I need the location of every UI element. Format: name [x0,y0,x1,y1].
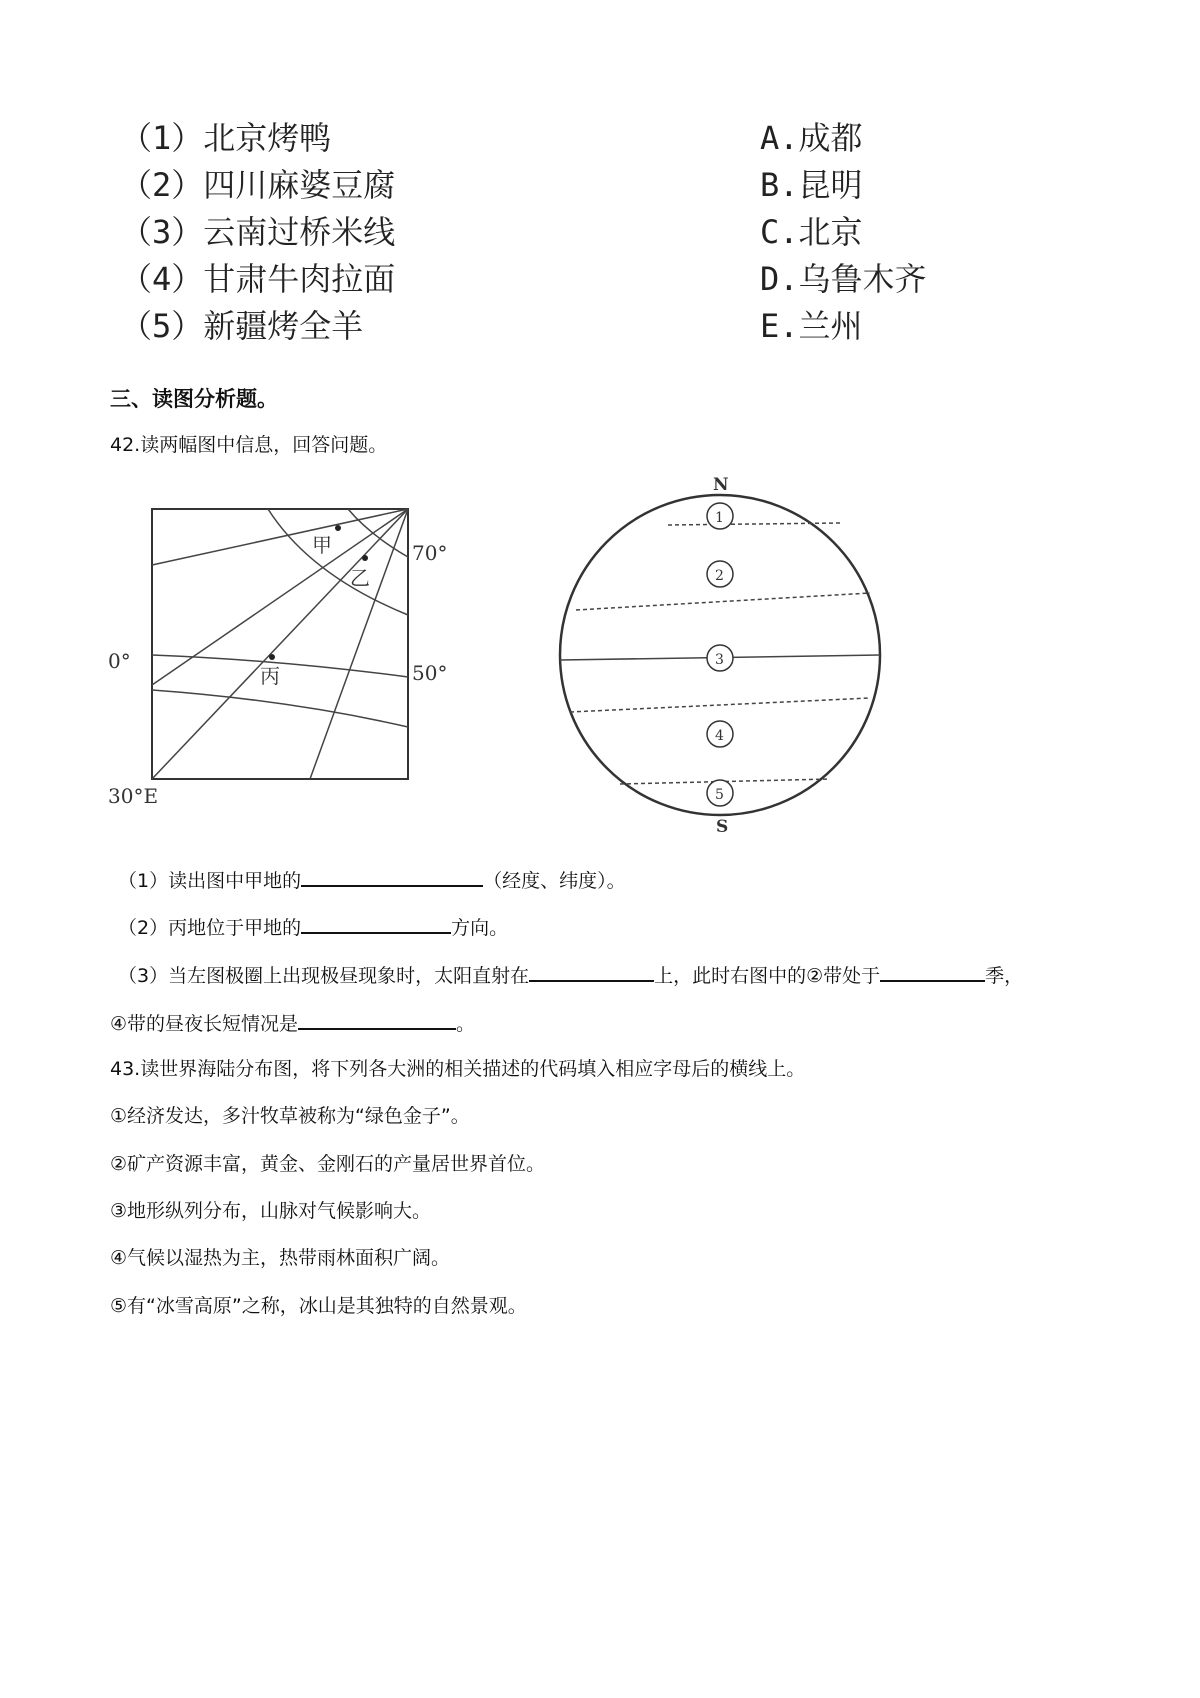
q42-sub2 [118,912,508,942]
lon-0-label: 0° [108,649,131,673]
point-yi-label: 乙 [350,566,370,590]
match-row [0,115,1200,161]
q43-item: ②矿产资源丰富，黄金、金刚石的产量居世界首位。 [110,1153,546,1175]
match-row [0,303,1200,349]
q43-item: ⑤有“冰雪高原”之称，冰山是其独特的自然景观。 [110,1295,527,1317]
match-row [0,209,1200,255]
section-title: 三、读图分析题。 [110,387,278,411]
q42-sub1-text: （1）读出图中甲地的 [118,870,302,892]
answer-blank[interactable] [298,1008,456,1030]
q43-item: ④气候以湿热为主，热带雨林面积广阔。 [110,1247,451,1269]
zone-2-label: 2 [715,568,724,584]
city-item: C.北京 [760,213,863,251]
zone-4-label: 4 [715,728,724,744]
city-item: A.成都 [760,119,863,157]
q42-sub1 [118,865,626,895]
city-item: E.兰州 [760,307,863,345]
zone-1-label: 1 [715,510,724,526]
q43-item: ③地形纵列分布，山脉对气候影响大。 [110,1200,432,1222]
q42-sub2-text: （2）丙地位于甲地的 [118,917,302,939]
dish-item: （3）云南过桥米线 [120,213,396,251]
q42-sub3-text-mid: 上，此时右图中的②带处于 [654,965,881,987]
north-label: N [713,475,729,495]
q42-sub3 [118,960,1023,990]
answer-blank[interactable] [880,960,985,982]
answer-blank[interactable] [529,960,654,982]
lat-50-label: 50° [412,661,448,685]
q42-sub3-text-cont: ④带的昼夜长短情况是 [110,1013,299,1035]
match-row [0,162,1200,208]
lat-70-label: 70° [412,541,448,565]
q42-sub1-text-end: （经度、纬度）。 [483,870,626,892]
point-jia-label: 甲 [312,533,332,557]
matching-table [0,0,1200,350]
lat-long-grid-figure [100,495,448,815]
q42-sub3-text-final: 。 [456,1013,476,1035]
dish-item: （1）北京烤鸭 [120,119,332,157]
point-bing-label: 丙 [260,664,280,688]
zone-3-label: 3 [715,652,724,668]
q42-sub3-text-end: 季， [985,965,1024,987]
q43-item: ①经济发达，多汁牧草被称为“绿色金子”。 [110,1105,470,1127]
answer-blank[interactable] [301,912,451,934]
lon-30e-label: 30°E [108,784,159,808]
question-43-stem: 43.读世界海陆分布图，将下列各大洲的相关描述的代码填入相应字母后的横线上。 [110,1058,806,1080]
south-label: S [716,817,729,837]
answer-blank[interactable] [301,865,483,887]
zone-5-label: 5 [715,787,724,803]
q42-sub2-text-end: 方向。 [451,917,509,939]
dish-item: （5）新疆烤全羊 [120,307,364,345]
question-42-stem: 42.读两幅图中信息，回答问题。 [110,434,388,456]
earth-zones-figure [540,470,900,837]
q42-sub3-text: （3）当左图极圈上出现极昼现象时，太阳直射在 [118,965,530,987]
dish-item: （4）甘肃牛肉拉面 [120,260,396,298]
dish-item: （2）四川麻婆豆腐 [120,166,396,204]
match-row [0,256,1200,302]
city-item: B.昆明 [760,166,863,204]
q42-sub3-cont [110,1008,475,1038]
city-item: D.乌鲁木齐 [760,260,927,298]
